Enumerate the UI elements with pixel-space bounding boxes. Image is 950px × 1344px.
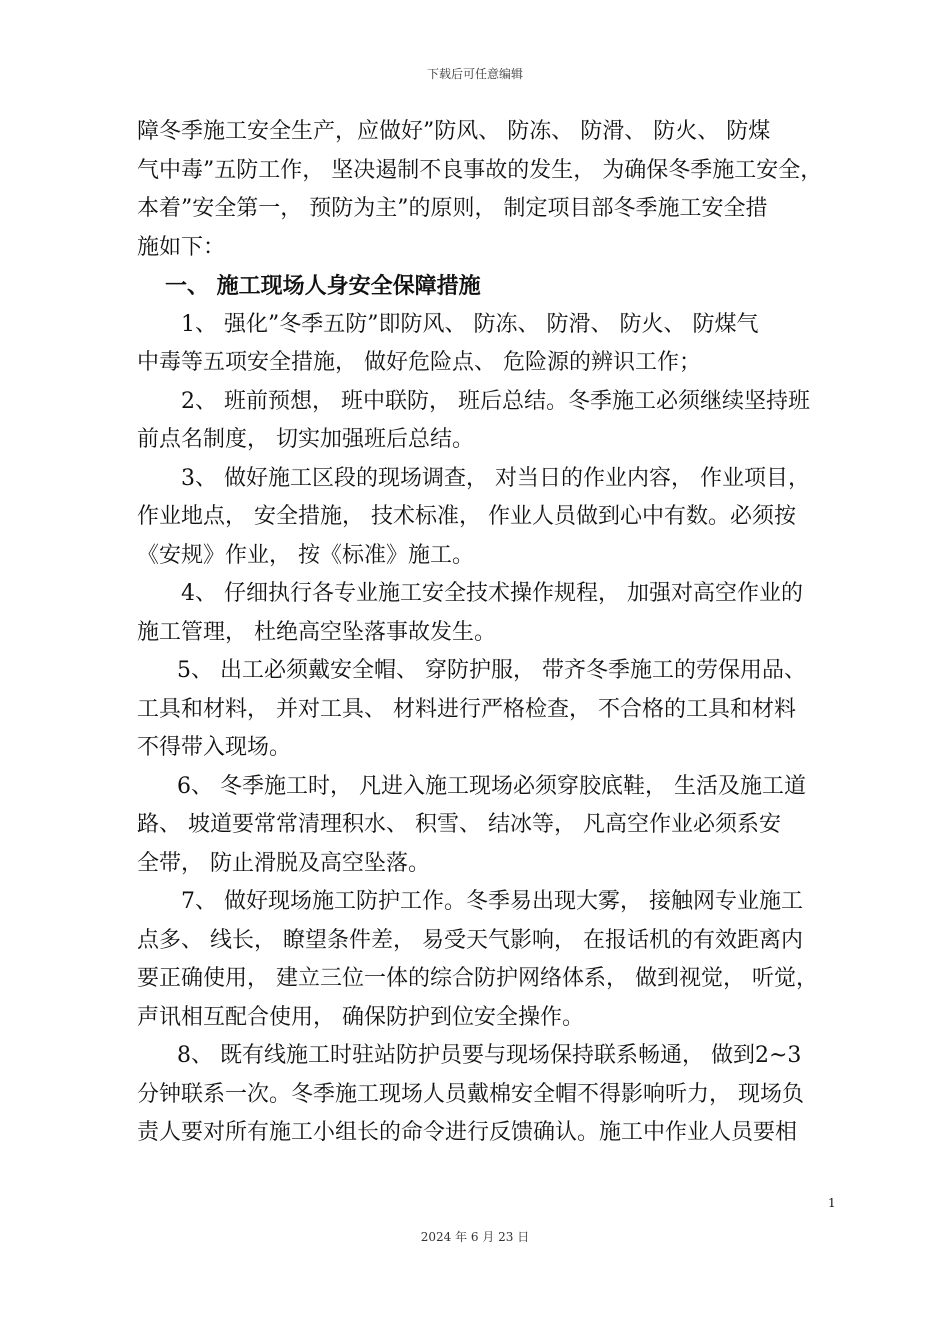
text-line: 5、 出工必须戴安全帽、 穿防护服， 带齐冬季施工的劳保用品、 (177, 658, 806, 683)
text-line: 7、 做好现场施工防护工作。冬季易出现大雾， 接触网专业施工 (181, 889, 803, 914)
text-line: 4、 仔细执行各专业施工安全技术操作规程， 加强对高空作业的 (181, 581, 803, 606)
text-line: 本着”安全第一， 预防为主”的原则， 制定项目部冬季施工安全措 (137, 196, 768, 221)
text-line: 3、 做好施工区段的现场调查， 对当日的作业内容， 作业项目， (181, 465, 810, 491)
text-line: 不得带入现场。 (137, 735, 292, 760)
text-line: 作业地点， 安全措施， 技术标准， 作业人员做到心中有数。必须按 (137, 504, 796, 529)
text-line: 全带， 防止滑脱及高空坠落。 (137, 850, 430, 876)
text-line: 前点名制度， 切实加强班后总结。 (137, 427, 474, 452)
text-line: 工具和材料， 并对工具、 材料进行严格检查， 不合格的工具和材料 (137, 696, 796, 722)
text-line: 6、 冬季施工时， 凡进入施工现场必须穿胶底鞋， 生活及施工道 (177, 773, 806, 799)
text-line: 中毒等五项安全措施， 做好危险点、 危险源的辨识工作； (137, 350, 701, 375)
page-header: 下载后可任意编辑 (426, 67, 523, 81)
section-heading: 一、 施工现场人身安全保障措施 (165, 273, 481, 299)
text-line: 声讯相互配合使用， 确保防护到位安全操作。 (137, 1004, 584, 1030)
text-line: 要正确使用， 建立三位一体的综合防护网络体系， 做到视觉， 听觉， (137, 966, 818, 991)
text-line: 障冬季施工安全生产，应做好”防风、 防冻、 防滑、 防火、 防煤 (137, 119, 771, 144)
text-line: 《安规》作业， 按《标准》施工。 (137, 542, 474, 568)
text-line: 分钟联系一次。冬季施工现场人员戴棉安全帽不得影响听力， 现场负 (137, 1081, 804, 1107)
page-number: 1 (828, 1196, 836, 1210)
text-line: 责人要对所有施工小组长的命令进行反馈确认。施工中作业人员要相 (137, 1120, 798, 1145)
text-line: 8、 既有线施工时驻站防护员要与现场保持联系畅通， 做到2~3 (177, 1043, 802, 1068)
text-line: 点多、 线长， 瞭望条件差， 易受天气影响， 在报话机的有效距离内 (137, 927, 803, 953)
text-line: 施工管理， 杜绝高空坠落事故发生。 (137, 619, 496, 645)
text-line: 1、 强化”冬季五防”即防风、 防冻、 防滑、 防火、 防煤气 (181, 311, 759, 337)
text-line: 2、 班前预想， 班中联防， 班后总结。冬季施工必须继续坚持班 (181, 388, 810, 414)
text-line: 施如下： (137, 234, 226, 260)
page-footer-date: 2024 年 6 月 23 日 (420, 1230, 530, 1244)
text-line: 气中毒”五防工作， 坚决遏制不良事故的发生， 为确保冬季施工安全， (137, 157, 823, 183)
text-line: 路、 坡道要常常清理积水、 积雪、 结冰等， 凡高空作业必须系安 (137, 812, 781, 837)
document-body (137, 113, 837, 1153)
